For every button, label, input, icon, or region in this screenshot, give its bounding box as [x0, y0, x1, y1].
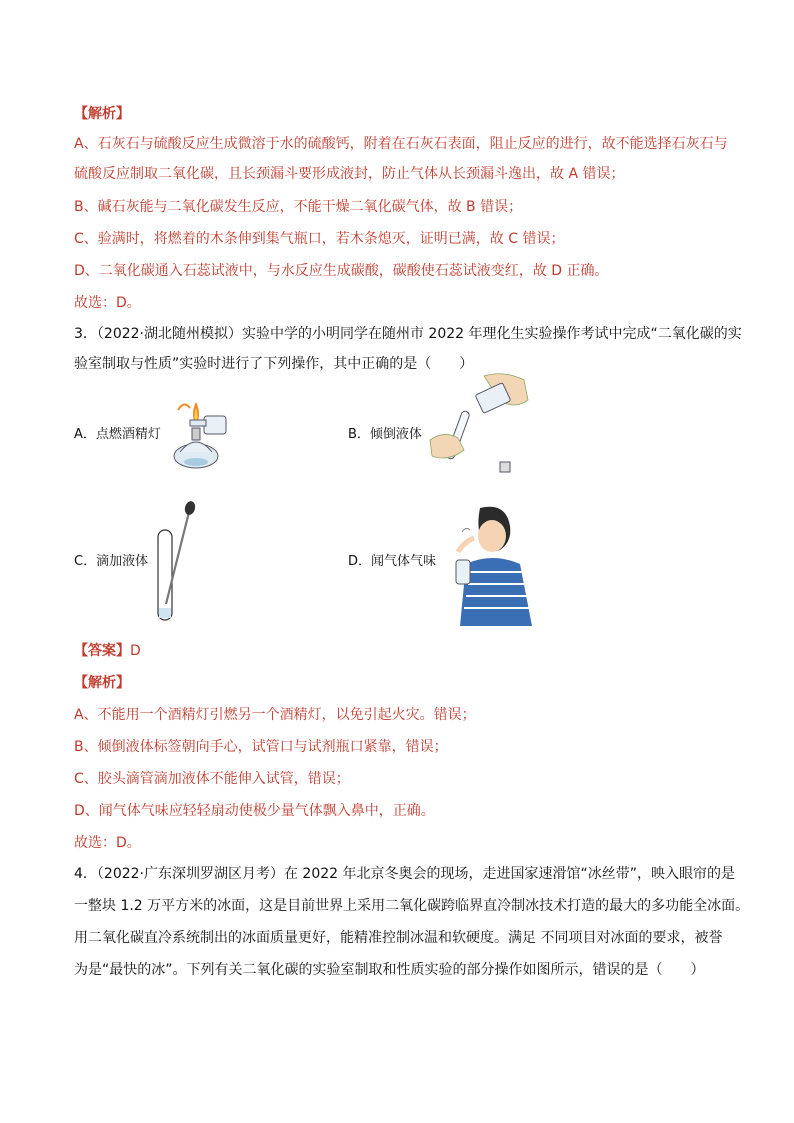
- analysis2-line-a: A、不能用一个酒精灯引燃另一个酒精灯，以免引起火灾。错误；: [74, 707, 476, 723]
- analysis2-line-b: B、倾倒液体标签朝向手心，试管口与试剂瓶口紧靠，错误；: [74, 739, 448, 755]
- analysis2-line-d: D、闻气体气味应轻轻扇动使极少量气体飘入鼻中，正确。: [74, 803, 435, 819]
- question-4-line-4: 为是“最快的冰”。下列有关二氧化碳的实验室制取和性质实验的部分操作如图所示，错误的是（ ）: [74, 962, 705, 978]
- option-a-label: A．点燃酒精灯: [74, 427, 161, 442]
- smelling-gas-figure: [440, 502, 536, 626]
- answer-value: D: [130, 643, 141, 659]
- analysis-line-d: D、二氧化碳通入石蕊试液中，与水反应生成碳酸，碳酸使石蕊试液变红，故 D 正确。: [74, 263, 609, 279]
- dropper-figure: [152, 500, 202, 624]
- analysis-line-b: B、碱石灰能与二氧化碳发生反应，不能干燥二氧化碳气体，故 B 错误；: [74, 199, 523, 215]
- option-c-label: C．滴加液体: [74, 554, 149, 569]
- answer-choice-2: 故选：D。: [74, 835, 141, 851]
- question-4-line-2: 一整块 1.2 万平方米的冰面，这是目前世界上采用二氧化碳跨临界直冷制冰技术打造的最大的多功能全冰面。: [74, 898, 750, 914]
- analysis-line-a-cont: 硫酸反应制取二氧化碳，且长颈漏斗要形成液封，防止气体从长颈漏斗逸出，故 A 错误；: [74, 166, 625, 182]
- analysis-label-2: 【解析】: [74, 675, 130, 691]
- option-d-label: D．闻气体气味: [348, 554, 437, 569]
- pouring-liquid-figure: [424, 370, 536, 480]
- analysis-line-c: C、验满时，将燃着的木条伸到集气瓶口，若木条熄灭，证明已满，故 C 错误；: [74, 231, 565, 247]
- answer-choice: 故选：D。: [74, 295, 141, 311]
- answer-label: 【答案】D: [74, 643, 141, 659]
- question-4-line-3: 用二氧化碳直冷系统制出的冰面质量更好，能精准控制冰温和软硬度。满足 不同项目对冰面的要求，被誉: [74, 930, 723, 946]
- question-3-line-1: 3．（2022·湖北随州模拟）实验中学的小明同学在随州市 2022 年理化生实验操作考试中完成“二氧化碳的实: [74, 326, 742, 342]
- analysis2-line-c: C、胶头滴管滴加液体不能伸入试管，错误；: [74, 771, 350, 787]
- question-4-line-1: 4．（2022·广东深圳罗湖区月考）在 2022 年北京冬奥会的现场，走进国家速滑馆“冰丝带”，映入眼帘的是: [74, 866, 736, 882]
- question-3-line-2: 验室制取与性质”实验时进行了下列操作，其中正确的是（ ）: [74, 356, 474, 372]
- analysis-line-a: A、石灰石与硫酸反应生成微溶于水的硫酸钙，附着在石灰石表面，阻止反应的进行，故不能选择石灰石与: [74, 136, 728, 152]
- alcohol-lamp-figure: [160, 392, 232, 474]
- analysis-label: 【解析】: [74, 106, 130, 122]
- option-b-label: B．倾倒液体: [348, 427, 422, 442]
